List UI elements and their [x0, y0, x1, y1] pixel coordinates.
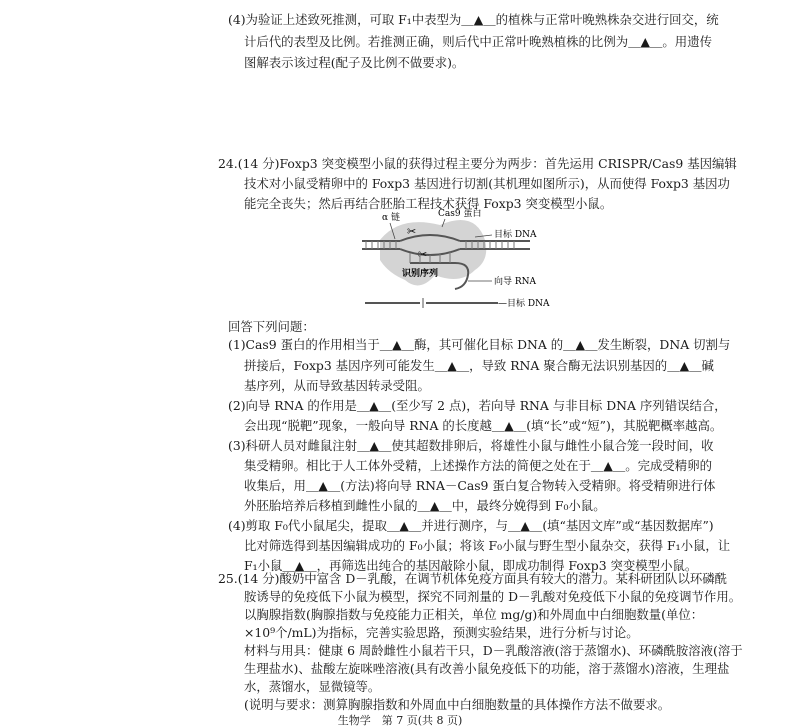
sub-question-3: (3)科研人员对雌鼠注射＿▲＿使其超数排卵后，将雄性小鼠与雌性小鼠合笼一段时间，收: [228, 438, 714, 453]
target-dna-label: 目标 DNA: [494, 230, 537, 240]
text-line: 以胸腺指数(胸腺指数与免疫能力正相关，单位 mg/g)和外周血中白细胞数量(单位：: [244, 607, 704, 622]
sub-question-4: (4)剪取 F₀代小鼠尾尖，提取＿▲＿并进行测序，与＿▲＿(填“基因文库”或“基因数据库”): [228, 518, 714, 533]
note-line: (说明与要求：测算胸腺指数和外周血中白细胞数量的具体操作方法不做要求。: [244, 697, 671, 712]
text-line: 胺诱导的免疫低下小鼠为模型，探究不同剂量的 D－乳酸对免疫低下小鼠的免疫调节作用。: [244, 589, 742, 604]
page-footer: 生物学 第 7 页(共 8 页): [337, 714, 463, 727]
guide-rna-label: 向导 RNA: [494, 277, 537, 287]
text-line: 图解表示该过程(配子及比例不做要求)。: [244, 55, 465, 70]
text-line: ×10⁹个/mL)为指标，完善实验思路，预测实验结果，进行分析与讨论。: [244, 625, 639, 640]
recognition-sequence-label: 识别序列: [402, 269, 439, 279]
text-line: 计后代的表型及比例。若推测正确，则后代中正常叶晚熟植株的比例为＿▲＿。用遗传: [244, 34, 712, 49]
text-line: 收集后，用＿▲＿(方法)将向导 RNA－Cas9 蛋白复合物转入受精卵。将受精卵进行体: [244, 478, 716, 493]
text-line: 生理盐水)、盐酸左旋咪唑溶液(具有改善小鼠免疫低下的功能，溶于蒸馏水)溶液，生理盐: [244, 661, 730, 676]
alpha-chain-label: α 链: [382, 213, 400, 223]
text-line: 集受精卵。相比于人工体外受精，上述操作方法的简便之处在于＿▲＿。完成受精卵的: [244, 458, 712, 473]
crispr-cas9-diagram: [360, 205, 560, 310]
target-dna-bottom-label: —目标 DNA: [498, 299, 550, 309]
question-25-stem: 25.(14 分)酸奶中富含 D－乳酸，在调节机体免疫方面具有较大的潜力。某科研团队以环磷酰: [218, 571, 728, 586]
question-24-stem: 24.(14 分)Foxp3 突变模型小鼠的获得过程主要分为两步：首先运用 CRISPR/Cas9 基因编辑: [218, 156, 737, 171]
text-line: 能完全丧失；然后再结合胚胎工程技术获得 Foxp3 突变模型小鼠。: [244, 196, 613, 211]
text-line: 外胚胎培养后移植到雌性小鼠的＿▲＿中，最终分娩得到 F₀小鼠。: [244, 498, 606, 513]
cas9-label: Cas9 蛋白: [438, 209, 482, 219]
text-line: 比对筛选得到基因编辑成功的 F₀小鼠；将该 F₀小鼠与野生型小鼠杂交，获得 F₁小鼠，让: [244, 538, 731, 553]
text-line: 技术对小鼠受精卵中的 Foxp3 基因进行切割(其机理如图所示)，从而使得 Foxp3 基因功: [244, 176, 730, 191]
sub-question-1: (1)Cas9 蛋白的作用相当于＿▲＿酶，其可催化目标 DNA 的＿▲＿发生断裂，DNA 切割与: [228, 337, 731, 352]
text-line: 回答下列问题：: [228, 319, 315, 334]
text-line: F₁小鼠＿▲＿，再筛选出纯合的基因敲除小鼠，即成功制得 Foxp3 突变模型小鼠。: [244, 558, 698, 573]
text-line: 拼接后，Foxp3 基因序列可能发生＿▲＿，导致 RNA 聚合酶无法识别基因的＿▲＿碱: [244, 358, 714, 373]
materials-line: 材料与用具：健康 6 周龄雌性小鼠若干只，D－乳酸溶液(溶于蒸馏水)、环磷酰胺溶液(溶于: [244, 643, 743, 658]
text-line: 会出现“脱靶”现象，一般向导 RNA 的长度越＿▲＿(填“长”或“短”)，其脱靶概率越高。: [244, 418, 723, 433]
text-line: 基序列，从而导致基因转录受阻。: [244, 378, 430, 393]
scissors-icon: ✂: [418, 248, 428, 261]
text-line: 水，蒸馏水，显微镜等。: [244, 679, 381, 694]
text-line: (4)为验证上述致死推测，可取 F₁中表型为＿▲＿的植株与正常叶晚熟株杂交进行回交，统: [228, 12, 719, 27]
scissors-icon: ✂: [407, 225, 417, 238]
sub-question-2: (2)向导 RNA 的作用是＿▲＿(至少写 2 点)，若向导 RNA 与非目标 DNA 序列错误结合，: [228, 398, 727, 413]
